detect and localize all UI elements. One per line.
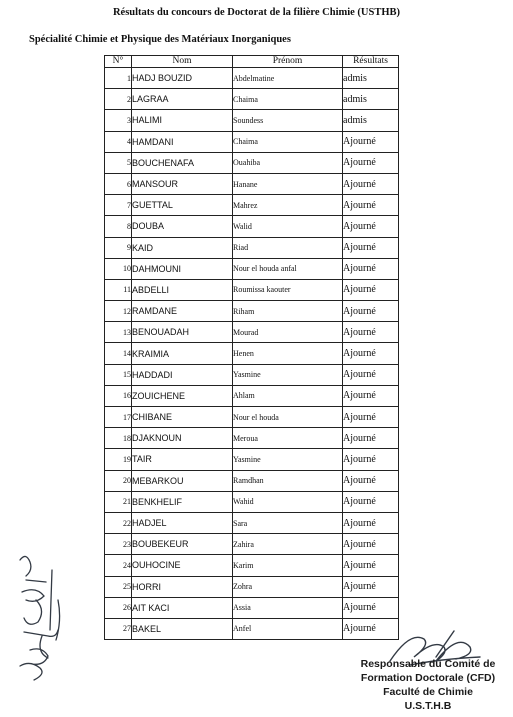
row-resultat: Ajourné	[343, 512, 399, 533]
row-number: 25	[105, 576, 132, 597]
header-prenom: Prénom	[233, 56, 343, 68]
row-resultat: admis	[343, 68, 399, 89]
row-prenom: Ouahiba	[233, 152, 343, 173]
row-number: 15	[105, 364, 132, 385]
table-row	[105, 68, 399, 89]
row-resultat: Ajourné	[343, 428, 399, 449]
row-number: 16	[105, 385, 132, 406]
results-table	[104, 55, 399, 640]
row-nom: BENOUADAH	[132, 322, 233, 343]
table-row	[105, 322, 399, 343]
table-row	[105, 618, 399, 639]
row-prenom: Soundess	[233, 110, 343, 131]
row-number: 19	[105, 449, 132, 470]
row-resultat: Ajourné	[343, 279, 399, 300]
row-nom: CHIBANE	[132, 407, 233, 428]
document-title: Résultats du concours de Doctorat de la filière Chimie (USTHB)	[112, 7, 401, 18]
table-row	[105, 258, 399, 279]
row-prenom: Zohra	[233, 576, 343, 597]
row-prenom: Anfel	[233, 618, 343, 639]
row-nom: HALIMI	[132, 110, 233, 131]
row-prenom: Nour el houda	[233, 407, 343, 428]
row-nom: BOUCHENAFA	[132, 152, 233, 173]
row-number: 21	[105, 491, 132, 512]
table-row	[105, 279, 399, 300]
cfd-stamp	[343, 657, 513, 713]
row-prenom: Roumissa kaouter	[233, 279, 343, 300]
row-number: 5	[105, 152, 132, 173]
row-number: 7	[105, 195, 132, 216]
row-resultat: Ajourné	[343, 173, 399, 194]
row-prenom: Assia	[233, 597, 343, 618]
row-nom: LAGRAA	[132, 89, 233, 110]
table-row	[105, 131, 399, 152]
row-resultat: Ajourné	[343, 555, 399, 576]
row-nom: HADDADI	[132, 364, 233, 385]
row-nom: TAIR	[132, 449, 233, 470]
row-prenom: Nour el houda anfal	[233, 258, 343, 279]
row-prenom: Mahrez	[233, 195, 343, 216]
row-nom: ABDELLI	[132, 279, 233, 300]
row-resultat: Ajourné	[343, 343, 399, 364]
row-resultat: admis	[343, 110, 399, 131]
table-row	[105, 428, 399, 449]
row-number: 17	[105, 407, 132, 428]
row-prenom: Karim	[233, 555, 343, 576]
row-nom: KAID	[132, 237, 233, 258]
table-row	[105, 301, 399, 322]
row-number: 18	[105, 428, 132, 449]
stamp-line-4: U.S.T.H.B	[404, 700, 452, 712]
row-number: 22	[105, 512, 132, 533]
row-prenom: Henen	[233, 343, 343, 364]
row-prenom: Chaima	[233, 89, 343, 110]
row-nom: BOUBEKEUR	[132, 534, 233, 555]
row-nom: MANSOUR	[132, 173, 233, 194]
row-nom: HAMDANI	[132, 131, 233, 152]
row-nom: HADJEL	[132, 512, 233, 533]
row-resultat: Ajourné	[343, 534, 399, 555]
stamp-line-3: Faculté de Chimie	[383, 686, 473, 698]
row-prenom: Riad	[233, 237, 343, 258]
row-nom: HADJ BOUZID	[132, 68, 233, 89]
row-number: 10	[105, 258, 132, 279]
row-resultat: Ajourné	[343, 470, 399, 491]
table-row	[105, 237, 399, 258]
row-resultat: Ajourné	[343, 597, 399, 618]
row-nom: BENKHELIF	[132, 491, 233, 512]
row-prenom: Zahira	[233, 534, 343, 555]
row-resultat: Ajourné	[343, 216, 399, 237]
table-row	[105, 470, 399, 491]
row-number: 27	[105, 618, 132, 639]
row-resultat: Ajourné	[343, 301, 399, 322]
row-resultat: Ajourné	[343, 449, 399, 470]
handwritten-signature-left	[12, 540, 70, 690]
row-number: 11	[105, 279, 132, 300]
table-row	[105, 195, 399, 216]
row-number: 24	[105, 555, 132, 576]
row-prenom: Meroua	[233, 428, 343, 449]
row-resultat: Ajourné	[343, 152, 399, 173]
table-row	[105, 173, 399, 194]
table-row	[105, 89, 399, 110]
row-resultat: Ajourné	[343, 618, 399, 639]
table-row	[105, 343, 399, 364]
table-row	[105, 534, 399, 555]
table-row	[105, 364, 399, 385]
row-nom: DJAKNOUN	[132, 428, 233, 449]
document-subtitle: Spécialité Chimie et Physique des Matériaux Inorganiques	[29, 34, 291, 45]
row-number: 14	[105, 343, 132, 364]
row-prenom: Yasmine	[233, 364, 343, 385]
row-resultat: Ajourné	[343, 407, 399, 428]
row-nom: OUHOCINE	[132, 555, 233, 576]
table-row	[105, 555, 399, 576]
row-number: 4	[105, 131, 132, 152]
row-nom: MEBARKOU	[132, 470, 233, 491]
row-nom: BAKEL	[132, 618, 233, 639]
row-prenom: Sara	[233, 512, 343, 533]
row-nom: AIT KACI	[132, 597, 233, 618]
row-prenom: Mourad	[233, 322, 343, 343]
row-number: 13	[105, 322, 132, 343]
table-header-row	[105, 56, 399, 68]
row-prenom: Abdelmatine	[233, 68, 343, 89]
table-row	[105, 110, 399, 131]
row-nom: GUETTAL	[132, 195, 233, 216]
row-number: 26	[105, 597, 132, 618]
row-number: 20	[105, 470, 132, 491]
header-nom: Nom	[132, 56, 233, 68]
table-row	[105, 216, 399, 237]
row-resultat: Ajourné	[343, 322, 399, 343]
row-number: 1	[105, 68, 132, 89]
table-row	[105, 152, 399, 173]
row-prenom: Hanane	[233, 173, 343, 194]
row-resultat: Ajourné	[343, 258, 399, 279]
table-row	[105, 407, 399, 428]
table-row	[105, 385, 399, 406]
row-resultat: Ajourné	[343, 195, 399, 216]
row-number: 12	[105, 301, 132, 322]
table-row	[105, 597, 399, 618]
row-prenom: Yasmine	[233, 449, 343, 470]
row-prenom: Ramdhan	[233, 470, 343, 491]
stamp-line-1: Responsable du Comité de	[360, 658, 496, 670]
row-nom: DOUBA	[132, 216, 233, 237]
row-number: 23	[105, 534, 132, 555]
stamp-line-2: Formation Doctorale (CFD)	[360, 672, 496, 684]
header-resultats: Résultats	[343, 56, 399, 68]
row-resultat: Ajourné	[343, 131, 399, 152]
row-resultat: Ajourné	[343, 385, 399, 406]
table-row	[105, 512, 399, 533]
row-nom: HORRI	[132, 576, 233, 597]
row-resultat: Ajourné	[343, 491, 399, 512]
row-prenom: Walid	[233, 216, 343, 237]
table-row	[105, 576, 399, 597]
row-number: 6	[105, 173, 132, 194]
row-nom: KRAIMIA	[132, 343, 233, 364]
row-resultat: Ajourné	[343, 364, 399, 385]
row-prenom: Ahlam	[233, 385, 343, 406]
row-resultat: admis	[343, 89, 399, 110]
row-number: 8	[105, 216, 132, 237]
row-number: 3	[105, 110, 132, 131]
table-row	[105, 449, 399, 470]
row-resultat: Ajourné	[343, 237, 399, 258]
row-number: 9	[105, 237, 132, 258]
row-prenom: Riham	[233, 301, 343, 322]
row-prenom: Wahid	[233, 491, 343, 512]
table-row	[105, 491, 399, 512]
row-prenom: Chaima	[233, 131, 343, 152]
row-nom: DAHMOUNI	[132, 258, 233, 279]
row-resultat: Ajourné	[343, 576, 399, 597]
row-nom: RAMDANE	[132, 301, 233, 322]
row-nom: ZOUICHENE	[132, 385, 233, 406]
header-number: N°	[105, 56, 132, 68]
row-number: 2	[105, 89, 132, 110]
results-table-body	[105, 68, 399, 640]
